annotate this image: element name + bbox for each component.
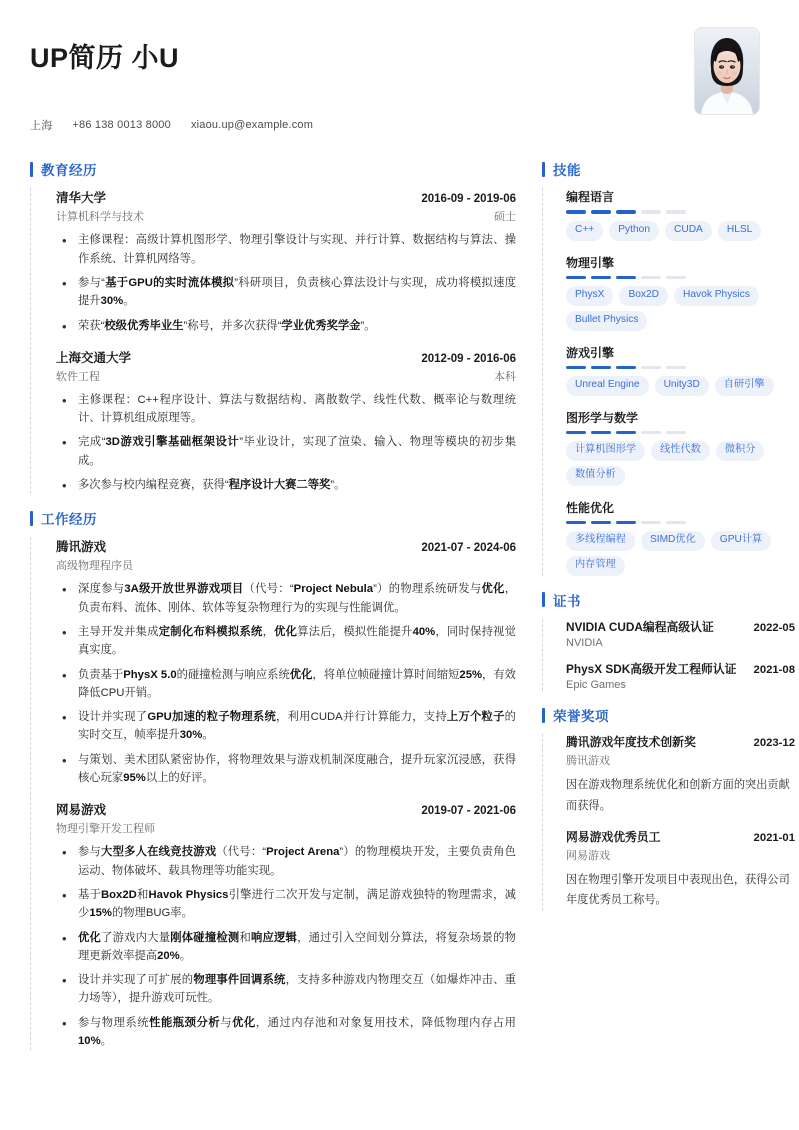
- skill-group-name: 物理引擎: [566, 255, 615, 270]
- accent-bar-icon: [542, 708, 545, 723]
- accent-bar-icon: [542, 162, 545, 177]
- school-name: 清华大学: [56, 191, 107, 206]
- section-certificates: [542, 590, 795, 691]
- skill-rating: [566, 521, 795, 525]
- rating-segment: [591, 276, 611, 280]
- skill-rating: [566, 276, 795, 280]
- section-title-text: 工作经历: [41, 512, 97, 528]
- company-name: 腾讯游戏: [56, 540, 107, 555]
- contact-line: [30, 117, 313, 133]
- certificate-date: 2021-08: [753, 663, 795, 676]
- list-item: • 主修课程：C++程序设计、算法与数据结构、离散数学、线性代数、概率论与数理统计、计算机组成原理等。: [56, 391, 516, 428]
- rating-segment: [591, 431, 611, 435]
- list-item: • 负责基于PhysX 5.0的碰撞检测与响应系统优化，将单位帧碰撞计算时间缩短25%，有效降低CPU开销。: [56, 666, 516, 703]
- rating-segment: [641, 521, 661, 525]
- section-title-skills: [542, 159, 795, 179]
- award-issuer: 网易游戏: [566, 849, 610, 862]
- rating-segment: [591, 521, 611, 525]
- contact-phone: +86 138 0013 8000: [72, 119, 171, 132]
- list-item: • 主修课程：高级计算机图形学、物理引擎设计与实现、并行计算、数据结构与算法、操作系统、计算机网络等。: [56, 231, 516, 268]
- skill-tag: PhysX: [566, 286, 613, 306]
- skill-tag: GPU计算: [711, 531, 771, 551]
- rating-segment: [666, 366, 686, 370]
- award-entries: [542, 734, 795, 911]
- rating-segment: [641, 210, 661, 214]
- award-head: [566, 829, 795, 846]
- education-entries: [30, 188, 516, 494]
- list-item: • 优化了游戏内大量刚体碰撞检测和响应逻辑，通过引入空间划分算法，将复杂场景的物理更新效率提高20%。: [56, 929, 516, 966]
- entry-sub: [56, 368, 516, 384]
- rating-segment: [566, 210, 586, 214]
- rating-segment: [566, 366, 586, 370]
- award-entry: [554, 734, 795, 817]
- work-entry: [42, 800, 516, 1050]
- section-work: [30, 508, 516, 1050]
- skill-group-name: 游戏引擎: [566, 345, 615, 360]
- rating-segment: [591, 210, 611, 214]
- skill-tag: Havok Physics: [674, 286, 759, 306]
- contact-location: 上海: [30, 120, 53, 133]
- certificate-issuer: NVIDIA: [566, 636, 603, 649]
- rating-segment: [666, 521, 686, 525]
- list-item: • 多次参与校内编程竞赛，获得“程序设计大赛二等奖”。: [56, 476, 516, 494]
- skill-tag: 自研引擎: [715, 376, 774, 396]
- skill-tag: Bullet Physics: [566, 311, 647, 331]
- skill-tag: 微积分: [716, 441, 765, 461]
- skill-tag: 内存管理: [566, 556, 625, 576]
- rating-segment: [666, 431, 686, 435]
- education-date: 2012-09 - 2016-06: [421, 352, 516, 365]
- degree: 硕士: [494, 211, 516, 224]
- rating-segment: [616, 366, 636, 370]
- entry-head: [56, 348, 516, 366]
- certificate-title: PhysX SDK高级开发工程师认证: [566, 661, 737, 676]
- work-date: 2021-07 - 2024-06: [421, 542, 516, 555]
- list-item: • 参与物理系统性能瓶颈分析与优化，通过内存池和对象复用技术，降低物理内存占用10%。: [56, 1014, 516, 1051]
- degree: 本科: [494, 370, 516, 383]
- rating-segment: [566, 431, 586, 435]
- section-title-work: [30, 508, 516, 528]
- award-entry: [554, 829, 795, 912]
- skill-group-name: 编程语言: [566, 190, 615, 205]
- rating-segment: [566, 521, 586, 525]
- work-bullets: [56, 843, 516, 1050]
- section-title-text: 荣誉奖项: [553, 709, 609, 725]
- award-description: 因在游戏物理系统优化和创新方面的突出贡献而获得。: [566, 779, 790, 812]
- certificate-issuer: Epic Games: [566, 679, 626, 692]
- award-title: 腾讯游戏年度技术创新奖: [566, 735, 696, 750]
- entry-head: [56, 537, 516, 555]
- rating-segment: [616, 276, 636, 280]
- skill-tag: C++: [566, 221, 603, 241]
- section-title-education: [30, 159, 516, 179]
- rating-segment: [641, 431, 661, 435]
- skill-groups: [542, 188, 795, 576]
- education-entry: [42, 188, 516, 334]
- skill-group: [554, 499, 795, 576]
- skill-tag: 计算机图形学: [566, 441, 645, 461]
- certificate-entries: [542, 619, 795, 691]
- skill-rating: [566, 366, 795, 370]
- skill-group-name: 性能优化: [566, 500, 615, 515]
- skill-group: [554, 254, 795, 331]
- resume-columns: [30, 159, 795, 1064]
- skill-tag: Box2D: [619, 286, 668, 306]
- education-bullets: [56, 231, 516, 334]
- company-name: 网易游戏: [56, 803, 107, 818]
- entry-sub: [56, 820, 516, 836]
- portrait-illustration: [695, 28, 759, 114]
- rating-segment: [666, 210, 686, 214]
- skill-tag: Unreal Engine: [566, 376, 649, 396]
- skill-group: [554, 188, 795, 240]
- skill-tag: 数值分析: [566, 466, 625, 486]
- skill-group-name: 图形学与数学: [566, 410, 639, 425]
- candidate-name: UP简历 小U: [30, 43, 180, 73]
- skill-tags: [566, 286, 795, 331]
- skill-tag: SIMD优化: [641, 531, 705, 551]
- accent-bar-icon: [30, 162, 33, 177]
- certificate-head: [566, 661, 795, 678]
- certificate-head: [566, 619, 795, 636]
- section-title-awards: [542, 705, 795, 725]
- section-title-text: 证书: [553, 593, 581, 609]
- section-awards: [542, 705, 795, 911]
- major: 软件工程: [56, 370, 100, 383]
- skill-tag: 多线程编程: [566, 531, 635, 551]
- work-bullets: [56, 580, 516, 787]
- certificate-date: 2022-05: [753, 621, 795, 634]
- rating-segment: [591, 366, 611, 370]
- list-item: • 荣获“校级优秀毕业生”称号，并多次获得“学业优秀奖学金”。: [56, 317, 516, 335]
- award-issuer: 腾讯游戏: [566, 755, 610, 768]
- skill-tag: Python: [609, 221, 659, 241]
- job-title: 高级物理程序员: [56, 560, 133, 573]
- list-item: • 设计并实现了GPU加速的粒子物理系统，利用CUDA并行计算能力，支持上万个粒子的实时交互，帧率提升30%。: [56, 708, 516, 745]
- skill-tag: Unity3D: [655, 376, 709, 396]
- rating-segment: [641, 366, 661, 370]
- skill-group: [554, 409, 795, 486]
- certificate-entry: [554, 619, 795, 649]
- skill-tag: CUDA: [665, 221, 712, 241]
- skill-tags: [566, 531, 795, 576]
- header-left: [30, 24, 313, 133]
- award-head: [566, 734, 795, 751]
- skill-tags: [566, 376, 795, 396]
- list-item: • 设计并实现了可扩展的物理事件回调系统，支持多种游戏内物理交互（如爆炸冲击、重力场等），提升游戏可玩性。: [56, 971, 516, 1008]
- list-item: • 完成“3D游戏引擎基础框架设计”毕业设计，实现了渲染、输入、物理等模块的初步集成。: [56, 433, 516, 470]
- rating-segment: [666, 276, 686, 280]
- sidebar-column: [542, 159, 795, 925]
- award-date: 2021-01: [753, 831, 795, 844]
- list-item: • 参与大型多人在线竞技游戏（代号：“Project Arena”）的物理模块开发，主要负责角色运动、物体破坏、载具物理等功能实现。: [56, 843, 516, 880]
- entry-sub: [56, 208, 516, 224]
- major: 计算机科学与技术: [56, 211, 144, 224]
- skill-tags: [566, 441, 795, 486]
- rating-segment: [616, 521, 636, 525]
- entry-sub: [56, 557, 516, 573]
- skill-tag: 线性代数: [651, 441, 710, 461]
- certificate-entry: [554, 661, 795, 691]
- skill-tag: HLSL: [718, 221, 761, 241]
- work-entry: [42, 537, 516, 787]
- award-description: 因在物理引擎开发项目中表现出色，获得公司年度优秀员工称号。: [566, 873, 790, 907]
- list-item: • 深度参与3A级开放世界游戏项目（代号：“Project Nebula”）的物理系统研发与优化，负责布料、流体、刚体、软体等复杂物理行为的实现与性能调优。: [56, 580, 516, 617]
- rating-segment: [616, 210, 636, 214]
- skill-tags: [566, 221, 795, 241]
- rating-segment: [616, 431, 636, 435]
- section-title-certificates: [542, 590, 795, 610]
- accent-bar-icon: [30, 511, 33, 526]
- entry-head: [56, 800, 516, 818]
- award-title: 网易游戏优秀员工: [566, 829, 661, 844]
- list-item: • 主导开发并集成定制化布料模拟系统，优化算法后，模拟性能提升40%，同时保持视觉真实度。: [56, 623, 516, 660]
- main-column: [30, 159, 516, 1064]
- entry-head: [56, 188, 516, 206]
- education-entry: [42, 348, 516, 494]
- list-item: • 基于Box2D和Havok Physics引擎进行二次开发与定制，满足游戏独特的物理需求，减少15%的物理BUG率。: [56, 886, 516, 923]
- skill-group: [554, 344, 795, 396]
- skill-rating: [566, 431, 795, 435]
- award-date: 2023-12: [753, 737, 795, 750]
- portrait-photo: [695, 28, 759, 114]
- rating-segment: [566, 276, 586, 280]
- school-name: 上海交通大学: [56, 350, 132, 365]
- work-entries: [30, 537, 516, 1050]
- section-education: [30, 159, 516, 494]
- education-bullets: [56, 391, 516, 494]
- job-title: 物理引擎开发工程师: [56, 823, 155, 836]
- list-item: • 与策划、美术团队紧密协作，将物理效果与游戏机制深度融合，提升玩家沉浸感，获得核心玩家95%以上的好评。: [56, 751, 516, 788]
- certificate-title: NVIDIA CUDA编程高级认证: [566, 619, 714, 634]
- rating-segment: [641, 276, 661, 280]
- section-skills: [542, 159, 795, 576]
- accent-bar-icon: [542, 592, 545, 607]
- contact-email: xiaou.up@example.com: [190, 119, 314, 132]
- resume-header: [30, 24, 769, 133]
- skill-rating: [566, 210, 795, 214]
- work-date: 2019-07 - 2021-06: [421, 805, 516, 818]
- list-item: • 参与“基于GPU的实时流体模拟”科研项目，负责核心算法设计与实现，成功将模拟速度提升30%。: [56, 274, 516, 311]
- section-title-text: 教育经历: [41, 163, 97, 179]
- education-date: 2016-09 - 2019-06: [421, 193, 516, 206]
- section-title-text: 技能: [553, 163, 581, 179]
